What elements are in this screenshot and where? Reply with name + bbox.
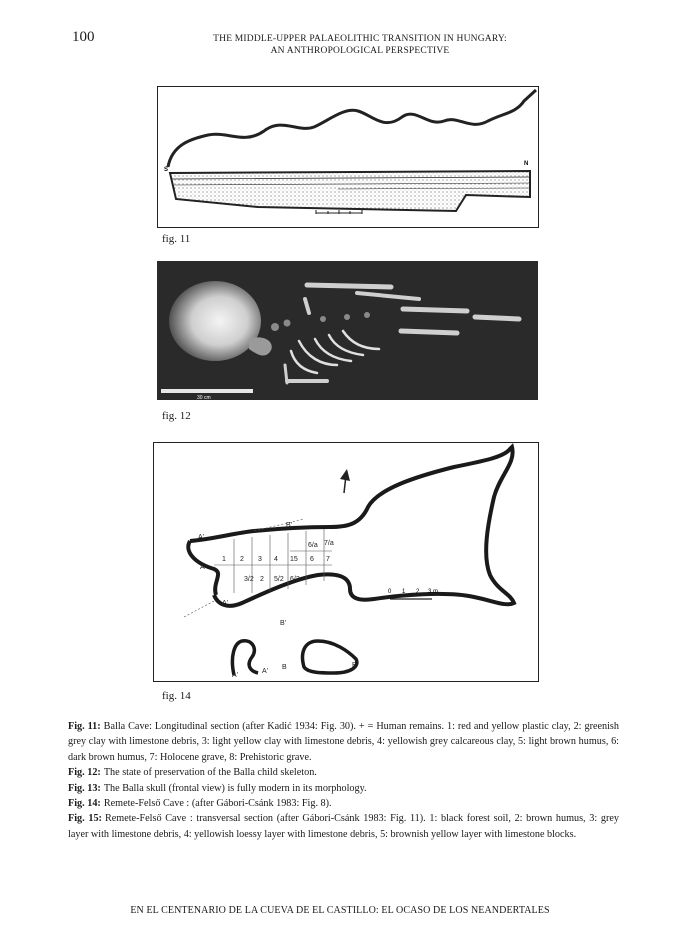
section-mark: A': [232, 672, 239, 679]
grid-number: 3: [258, 556, 262, 563]
grid-number: 6: [310, 556, 314, 563]
south-mark: S: [164, 167, 169, 173]
scale-label: 3 m: [428, 589, 439, 595]
grid-number: 2: [260, 576, 264, 583]
caption-text: The state of preservation of the Balla child skeleton.: [103, 767, 317, 779]
scale-label: 0: [388, 589, 392, 595]
grid-number: 7: [326, 556, 330, 563]
scale-label: 2: [416, 589, 420, 595]
running-header-line-2: AN ANTHROPOLOGICAL PERSPECTIVE: [270, 46, 450, 56]
grid-number: 5/2: [274, 576, 284, 583]
scale-bar: [316, 210, 362, 214]
grid-number: 6/a: [308, 542, 318, 549]
running-footer: EN EL CENTENARIO DE LA CUEVA DE EL CASTILLO: EL OCASO DE LOS NEANDERTALES: [130, 905, 550, 916]
north-mark: N: [524, 161, 529, 167]
scale-label: 1: [402, 589, 406, 595]
grid-number: 4: [274, 556, 278, 563]
north-arrow: [340, 469, 350, 493]
caption-ref: Fig. 13:: [68, 782, 101, 794]
figure-14-cave-plan: [153, 442, 539, 682]
figure-11-svg: [158, 87, 538, 227]
photo-scale-label: 30 cm: [197, 395, 211, 400]
running-header: [180, 33, 540, 57]
caption-text: Remete-Felső Cave : (after Gábori-Csánk 1983: Fig. 8).: [103, 798, 332, 810]
figure-12-skeleton-photo: [157, 261, 538, 400]
caption-ref: Fig. 12:: [68, 767, 101, 779]
section-mark: B': [286, 522, 293, 529]
caption-fig-12: [68, 765, 619, 780]
grid-number: 15: [290, 556, 298, 563]
caption-text: Remete-Felső Cave : transversal section (after Gábori-Csánk 1983: Fig. 11). 1: black forest soil, 2: brown humus, 3: grey layer with limestone debris, 4: yellowish loessy layer with limestone debris, 5: brownish yellow layer with limestone blocks.: [68, 813, 619, 840]
small-chamber-right: [303, 641, 357, 673]
caption-ref: Fig. 11:: [68, 721, 101, 732]
section-mark: A: [200, 564, 205, 571]
grid-number: 6/2: [290, 576, 300, 583]
grid-number: 7/a: [324, 540, 334, 547]
grid-number: 2: [240, 556, 244, 563]
section-mark: A': [222, 600, 229, 607]
figure-12-svg: [157, 261, 538, 400]
section-mark: A': [262, 668, 269, 675]
figure-12-label: fig. 12: [162, 410, 191, 422]
figure-captions: [68, 719, 619, 842]
running-header-line-1: THE MIDDLE-UPPER PALAEOLITHIC TRANSITION IN HUNGARY:: [213, 34, 507, 44]
page-number: 100: [72, 29, 95, 45]
figure-14-svg: [154, 443, 538, 681]
caption-fig-15: [68, 811, 619, 842]
grid-number: 1: [222, 556, 226, 563]
caption-fig-11: [68, 719, 619, 765]
section-mark: A': [198, 534, 205, 541]
caption-fig-14: [68, 796, 619, 811]
section-mark: B': [280, 620, 287, 627]
section-mark: B': [352, 662, 359, 669]
grid-number: 3/2: [244, 576, 254, 583]
caption-ref: Fig. 14:: [68, 798, 101, 810]
caption-text: The Balla skull (frontal view) is fully modern in its morphology.: [103, 782, 367, 794]
small-chamber-left: [232, 641, 258, 675]
caption-text: Balla Cave: Longitudinal section (after Kadić 1934: Fig. 30). + = Human remains. 1: red and yellow plastic clay, 2: greenish grey clay with limestone debris, 3: light yellow clay with limestone debris, 4: yellowish grey calcareous clay, 5: light brown humus, 6: dark brown humus, 7: Holocene grave, 8: Prehistoric grave.: [68, 721, 619, 763]
cave-ceiling-outline: [168, 90, 536, 167]
skull: [169, 281, 261, 361]
caption-ref: Fig. 15:: [68, 813, 102, 825]
figure-11-label: fig. 11: [162, 233, 191, 245]
caption-fig-13: [68, 781, 619, 796]
section-marks: [198, 522, 358, 679]
cave-outline: [190, 447, 514, 606]
section-mark: B: [282, 664, 287, 671]
figure-14-label: fig. 14: [162, 690, 191, 702]
figure-11-section-drawing: [157, 86, 539, 228]
